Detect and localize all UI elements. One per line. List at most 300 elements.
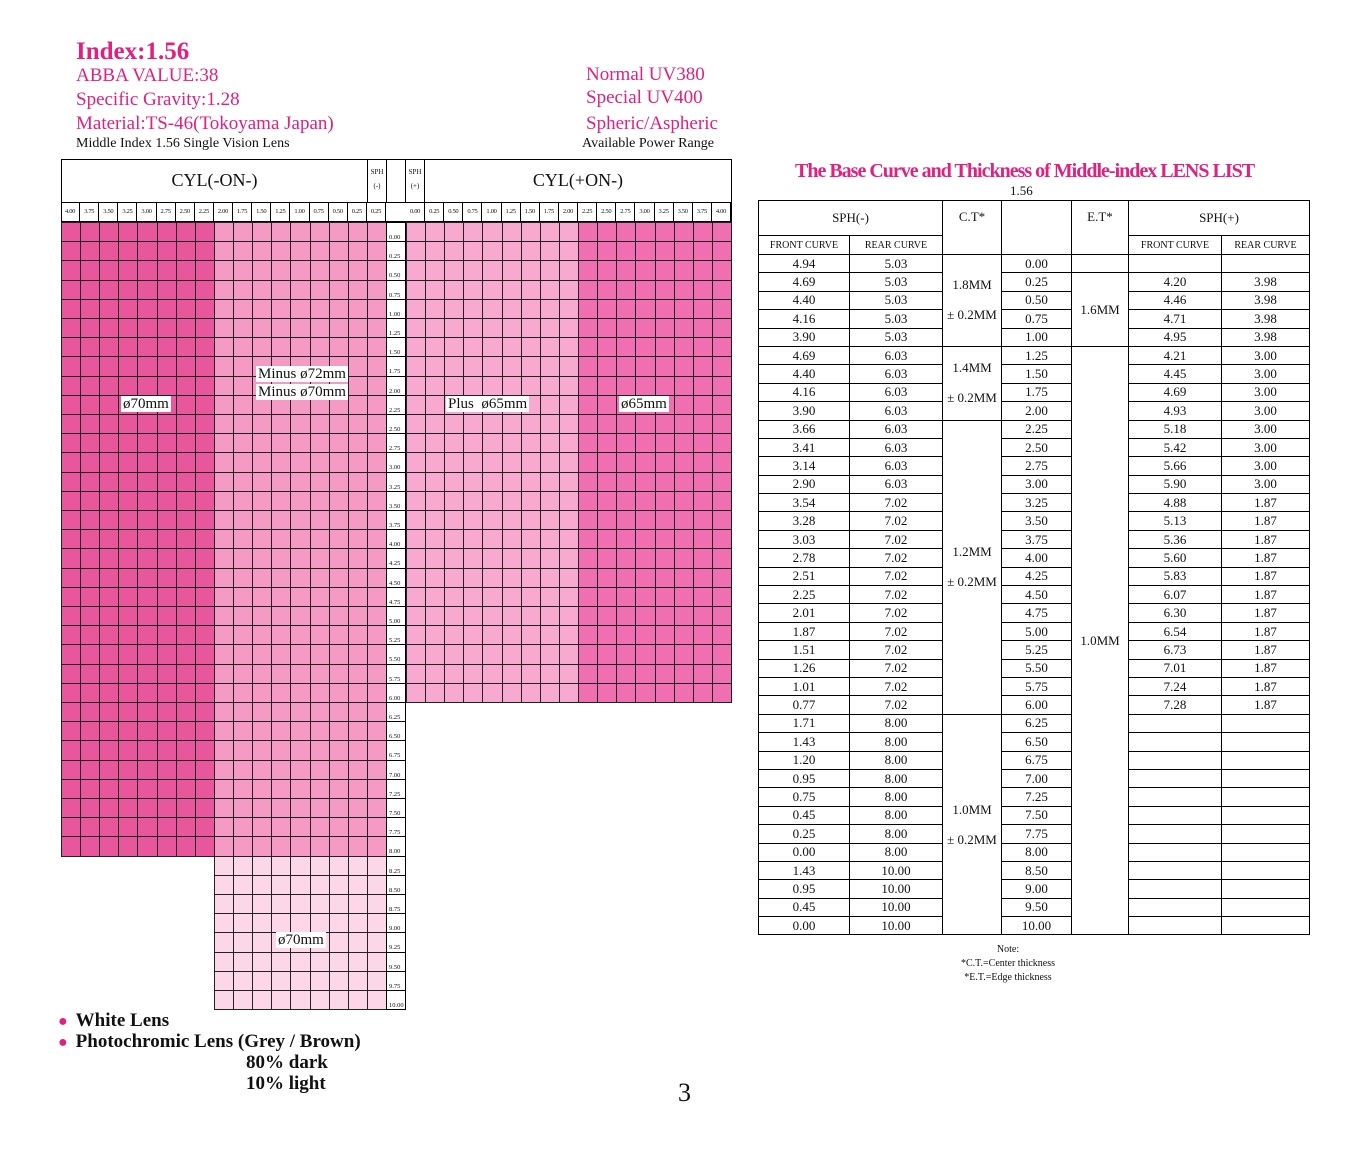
grid-cell-plus bbox=[482, 299, 502, 319]
grid-cell-minus bbox=[157, 241, 177, 261]
grid-cell-plus bbox=[406, 683, 426, 703]
plus-front-curve: 4.93 bbox=[1129, 402, 1222, 420]
grid-cell-minus bbox=[233, 856, 253, 876]
sph-value-label: 1.75 bbox=[386, 356, 406, 376]
plus-front-curve: 4.71 bbox=[1129, 310, 1222, 328]
grid-cell-minus bbox=[61, 644, 81, 664]
grid-cell-minus bbox=[329, 222, 349, 242]
minus-front-curve: 4.16 bbox=[759, 310, 850, 328]
plus-rear-curve: 1.87 bbox=[1222, 659, 1310, 677]
minus-front-curve-heading: FRONT CURVE bbox=[759, 236, 850, 255]
grid-cell-minus bbox=[214, 702, 234, 722]
grid-cell-plus bbox=[540, 548, 560, 568]
sph-gap-header bbox=[386, 159, 406, 203]
legend-dark: 80% dark bbox=[246, 1052, 328, 1073]
plus-front-curve: 4.88 bbox=[1129, 494, 1222, 512]
grid-cell-minus bbox=[329, 932, 349, 952]
grid-cell-plus bbox=[597, 395, 617, 415]
grid-cell-plus bbox=[712, 376, 732, 396]
plus-front-curve bbox=[1129, 880, 1222, 898]
grid-cell-minus bbox=[367, 510, 387, 530]
grid-cell-plus bbox=[521, 260, 541, 280]
grid-cell-minus bbox=[367, 299, 387, 319]
grid-cell-plus bbox=[559, 625, 579, 645]
sph-value-label: 2.50 bbox=[386, 414, 406, 434]
sph-value: 5.75 bbox=[1002, 677, 1072, 695]
grid-cell-minus bbox=[99, 836, 119, 856]
minus-rear-curve: 8.00 bbox=[850, 788, 943, 806]
minus-rear-curve: 7.02 bbox=[850, 549, 943, 567]
grid-cell-minus bbox=[290, 510, 310, 530]
grid-cell-minus bbox=[118, 414, 138, 434]
grid-cell-minus bbox=[271, 760, 291, 780]
grid-cell-minus bbox=[80, 760, 100, 780]
grid-cell-plus bbox=[425, 568, 445, 588]
grid-cell-minus bbox=[310, 740, 330, 760]
grid-cell-minus bbox=[348, 414, 368, 434]
grid-cell-minus bbox=[118, 510, 138, 530]
grid-cell-plus bbox=[463, 452, 483, 472]
minus-front-curve: 4.69 bbox=[759, 273, 850, 291]
grid-cell-plus bbox=[693, 376, 713, 396]
sph-value-label: 2.00 bbox=[386, 376, 406, 396]
grid-cell-plus bbox=[406, 568, 426, 588]
grid-cell-plus bbox=[559, 318, 579, 338]
grid-cell-minus bbox=[329, 510, 349, 530]
minus-rear-curve: 8.00 bbox=[850, 751, 943, 769]
minus-rear-curve: 8.00 bbox=[850, 806, 943, 824]
grid-cell-plus bbox=[635, 299, 655, 319]
grid-cell-minus bbox=[329, 760, 349, 780]
grid-cell-minus bbox=[367, 241, 387, 261]
grid-cell-plus bbox=[674, 683, 694, 703]
grid-cell-minus bbox=[214, 798, 234, 818]
page-number: 3 bbox=[678, 1078, 691, 1107]
grid-cell-plus bbox=[578, 683, 598, 703]
grid-cell-minus bbox=[348, 510, 368, 530]
grid-cell-minus bbox=[233, 433, 253, 453]
grid-cell-minus bbox=[118, 683, 138, 703]
grid-cell-plus bbox=[559, 510, 579, 530]
plus-front-curve: 5.66 bbox=[1129, 457, 1222, 475]
grid-cell-minus bbox=[118, 568, 138, 588]
sph-value-label: 9.00 bbox=[386, 913, 406, 933]
grid-cell-minus bbox=[195, 529, 215, 549]
grid-cell-plus bbox=[444, 356, 464, 376]
grid-cell-minus bbox=[233, 971, 253, 991]
grid-cell-minus bbox=[310, 952, 330, 972]
grid-cell-minus bbox=[137, 414, 157, 434]
grid-cell-minus bbox=[195, 568, 215, 588]
grid-cell-minus bbox=[310, 433, 330, 453]
grid-cell-minus bbox=[271, 644, 291, 664]
minus-rear-curve: 6.03 bbox=[850, 402, 943, 420]
label-bottom-70: ø70mm bbox=[278, 932, 324, 948]
grid-cell-minus bbox=[290, 606, 310, 626]
grid-cell-plus bbox=[425, 222, 445, 242]
minus-rear-curve: 7.02 bbox=[850, 604, 943, 622]
grid-cell-plus bbox=[502, 664, 522, 684]
grid-cell-plus bbox=[444, 510, 464, 530]
grid-cell-plus bbox=[482, 644, 502, 664]
grid-cell-minus bbox=[310, 529, 330, 549]
sph-value: 5.00 bbox=[1002, 622, 1072, 640]
plus-front-curve: 5.42 bbox=[1129, 438, 1222, 456]
grid-cell-minus bbox=[214, 433, 234, 453]
grid-cell-minus bbox=[157, 433, 177, 453]
sph-value: 2.25 bbox=[1002, 420, 1072, 438]
grid-cell-minus bbox=[118, 606, 138, 626]
grid-cell-plus bbox=[616, 260, 636, 280]
grid-cell-plus bbox=[635, 510, 655, 530]
minus-rear-curve: 6.03 bbox=[850, 438, 943, 456]
cyl-plus-tick: 1.50 bbox=[521, 203, 540, 221]
grid-cell-minus bbox=[271, 510, 291, 530]
grid-cell-plus bbox=[712, 260, 732, 280]
minus-front-curve: 0.75 bbox=[759, 788, 850, 806]
grid-cell-plus bbox=[406, 241, 426, 261]
grid-cell-plus bbox=[559, 241, 579, 261]
grid-cell-minus bbox=[233, 913, 253, 933]
minus-front-curve: 0.00 bbox=[759, 843, 850, 861]
minus-rear-curve: 8.00 bbox=[850, 714, 943, 732]
grid-cell-minus bbox=[157, 606, 177, 626]
note-et: *E.T.=Edge thickness bbox=[964, 972, 1052, 983]
uv-special: Special UV400 bbox=[586, 87, 703, 108]
cyl-plus-tick: 1.25 bbox=[502, 203, 521, 221]
grid-cell-plus bbox=[674, 548, 694, 568]
grid-cell-plus bbox=[635, 548, 655, 568]
grid-cell-minus bbox=[80, 280, 100, 300]
grid-cell-minus bbox=[233, 779, 253, 799]
grid-cell-minus bbox=[271, 836, 291, 856]
grid-cell-minus bbox=[137, 721, 157, 741]
grid-cell-minus bbox=[252, 548, 272, 568]
grid-cell-plus bbox=[693, 356, 713, 376]
grid-cell-plus bbox=[578, 587, 598, 607]
minus-rear-curve: 10.00 bbox=[850, 880, 943, 898]
table-row bbox=[759, 530, 1310, 548]
grid-cell-minus bbox=[310, 241, 330, 261]
grid-cell-plus bbox=[597, 356, 617, 376]
sph-value-label: 7.75 bbox=[386, 817, 406, 837]
grid-cell-minus bbox=[80, 702, 100, 722]
grid-cell-minus bbox=[195, 779, 215, 799]
plus-rear-curve: 1.87 bbox=[1222, 530, 1310, 548]
grid-cell-minus bbox=[99, 510, 119, 530]
grid-cell-plus bbox=[463, 548, 483, 568]
grid-cell-plus bbox=[521, 683, 541, 703]
grid-cell-plus bbox=[502, 472, 522, 492]
grid-cell-minus bbox=[348, 318, 368, 338]
grid-cell-minus bbox=[80, 740, 100, 760]
grid-cell-plus bbox=[482, 587, 502, 607]
grid-cell-minus bbox=[61, 760, 81, 780]
grid-cell-minus bbox=[233, 241, 253, 261]
minus-rear-curve: 6.03 bbox=[850, 420, 943, 438]
grid-cell-plus bbox=[693, 337, 713, 357]
grid-cell-plus bbox=[425, 644, 445, 664]
specific-gravity: Specific Gravity:1.28 bbox=[76, 89, 240, 110]
grid-cell-minus bbox=[176, 548, 196, 568]
sph-value: 4.75 bbox=[1002, 604, 1072, 622]
grid-cell-plus bbox=[540, 414, 560, 434]
grid-cell-minus bbox=[329, 337, 349, 357]
grid-cell-plus bbox=[521, 491, 541, 511]
grid-cell-minus bbox=[348, 280, 368, 300]
minus-front-curve: 1.01 bbox=[759, 677, 850, 695]
grid-cell-plus bbox=[559, 280, 579, 300]
grid-cell-minus bbox=[118, 702, 138, 722]
grid-cell-minus bbox=[157, 299, 177, 319]
minus-rear-curve: 7.02 bbox=[850, 567, 943, 585]
grid-cell-minus bbox=[137, 510, 157, 530]
grid-cell-plus bbox=[444, 280, 464, 300]
minus-front-curve: 0.45 bbox=[759, 898, 850, 916]
minus-front-curve: 1.20 bbox=[759, 751, 850, 769]
grid-cell-plus bbox=[482, 510, 502, 530]
cyl-plus-tick: 2.75 bbox=[616, 203, 635, 221]
grid-cell-minus bbox=[367, 913, 387, 933]
plus-rear-curve: 3.00 bbox=[1222, 420, 1310, 438]
grid-cell-plus bbox=[463, 222, 483, 242]
grid-cell-minus bbox=[195, 683, 215, 703]
grid-cell-minus bbox=[290, 971, 310, 991]
grid-cell-plus bbox=[635, 222, 655, 242]
grid-cell-minus bbox=[195, 491, 215, 511]
sph-value-label: 7.25 bbox=[386, 779, 406, 799]
grid-cell-minus bbox=[233, 683, 253, 703]
grid-cell-plus bbox=[655, 414, 675, 434]
grid-cell-minus bbox=[157, 721, 177, 741]
table-row bbox=[759, 659, 1310, 677]
grid-cell-minus bbox=[367, 280, 387, 300]
grid-cell-plus bbox=[712, 529, 732, 549]
grid-cell-minus bbox=[195, 337, 215, 357]
table-row bbox=[759, 843, 1310, 861]
cyl-plus-tick: 0.50 bbox=[444, 203, 463, 221]
grid-cell-plus bbox=[616, 548, 636, 568]
grid-cell-plus bbox=[712, 548, 732, 568]
grid-cell-minus bbox=[233, 376, 253, 396]
plus-front-curve: 6.07 bbox=[1129, 586, 1222, 604]
center-thickness: 1.8MM ± 0.2MM bbox=[943, 255, 1002, 347]
grid-cell-minus bbox=[61, 472, 81, 492]
plus-rear-curve: 3.00 bbox=[1222, 383, 1310, 401]
grid-cell-minus bbox=[310, 587, 330, 607]
legend-photo-text: Photochromic Lens (Grey / Brown) bbox=[75, 1031, 361, 1052]
grid-cell-plus bbox=[655, 510, 675, 530]
cyl-plus-header bbox=[424, 159, 732, 203]
grid-cell-minus bbox=[233, 587, 253, 607]
grid-cell-minus bbox=[310, 798, 330, 818]
grid-cell-plus bbox=[655, 260, 675, 280]
grid-cell-plus bbox=[502, 683, 522, 703]
grid-cell-minus bbox=[99, 625, 119, 645]
grid-cell-minus bbox=[176, 529, 196, 549]
grid-cell-plus bbox=[540, 318, 560, 338]
grid-cell-plus bbox=[693, 452, 713, 472]
grid-cell-minus bbox=[99, 664, 119, 684]
minus-front-curve: 1.43 bbox=[759, 861, 850, 879]
plus-rear-curve: 1.87 bbox=[1222, 641, 1310, 659]
minus-rear-curve: 10.00 bbox=[850, 917, 943, 935]
grid-cell-plus bbox=[635, 644, 655, 664]
grid-cell-minus bbox=[290, 472, 310, 492]
grid-cell-plus bbox=[425, 356, 445, 376]
grid-cell-plus bbox=[406, 433, 426, 453]
grid-cell-minus bbox=[99, 376, 119, 396]
grid-cell-plus bbox=[482, 548, 502, 568]
grid-cell-minus bbox=[61, 548, 81, 568]
grid-cell-plus bbox=[444, 683, 464, 703]
table-row bbox=[759, 806, 1310, 824]
grid-cell-minus bbox=[271, 990, 291, 1010]
sph-plus-header bbox=[405, 159, 425, 203]
grid-cell-minus bbox=[310, 664, 330, 684]
sph-value-label: 4.25 bbox=[386, 548, 406, 568]
grid-cell-plus bbox=[674, 529, 694, 549]
grid-cell-plus bbox=[635, 587, 655, 607]
grid-cell-minus bbox=[176, 836, 196, 856]
minus-rear-curve: 5.03 bbox=[850, 291, 943, 309]
grid-cell-minus bbox=[61, 625, 81, 645]
grid-cell-plus bbox=[712, 299, 732, 319]
grid-cell-plus bbox=[482, 260, 502, 280]
grid-cell-plus bbox=[693, 395, 713, 415]
table-row bbox=[759, 402, 1310, 420]
grid-cell-minus bbox=[157, 836, 177, 856]
grid-cell-minus bbox=[176, 414, 196, 434]
grid-cell-minus bbox=[176, 299, 196, 319]
grid-cell-minus bbox=[252, 529, 272, 549]
grid-cell-minus bbox=[137, 817, 157, 837]
grid-cell-plus bbox=[444, 241, 464, 261]
grid-cell-plus bbox=[635, 452, 655, 472]
plus-front-curve bbox=[1129, 751, 1222, 769]
plus-rear-curve: 1.87 bbox=[1222, 567, 1310, 585]
grid-cell-plus bbox=[559, 664, 579, 684]
grid-cell-minus bbox=[176, 740, 196, 760]
grid-cell-minus bbox=[99, 644, 119, 664]
minus-front-curve: 4.40 bbox=[759, 291, 850, 309]
cyl-minus-tick: 2.75 bbox=[157, 203, 176, 221]
grid-cell-plus bbox=[674, 280, 694, 300]
grid-cell-plus bbox=[444, 606, 464, 626]
grid-cell-plus bbox=[425, 683, 445, 703]
grid-cell-plus bbox=[655, 376, 675, 396]
grid-cell-plus bbox=[674, 452, 694, 472]
minus-front-curve: 1.87 bbox=[759, 622, 850, 640]
table-row bbox=[759, 512, 1310, 530]
table-row bbox=[759, 328, 1310, 346]
grid-cell-plus bbox=[521, 587, 541, 607]
grid-cell-plus bbox=[655, 664, 675, 684]
grid-cell-plus bbox=[425, 299, 445, 319]
grid-cell-minus bbox=[329, 990, 349, 1010]
grid-cell-minus bbox=[348, 260, 368, 280]
grid-cell-plus bbox=[578, 299, 598, 319]
grid-cell-plus bbox=[559, 568, 579, 588]
plus-front-curve: 7.28 bbox=[1129, 696, 1222, 714]
grid-cell-minus bbox=[329, 625, 349, 645]
grid-cell-plus bbox=[674, 414, 694, 434]
grid-cell-plus bbox=[559, 491, 579, 511]
grid-cell-plus bbox=[482, 568, 502, 588]
grid-cell-plus bbox=[502, 414, 522, 434]
grid-cell-minus bbox=[157, 760, 177, 780]
grid-cell-minus bbox=[176, 568, 196, 588]
grid-cell-plus bbox=[712, 222, 732, 242]
spheric-aspheric: Spheric/Aspheric bbox=[586, 113, 718, 134]
sph-value-label: 4.75 bbox=[386, 587, 406, 607]
grid-cell-minus bbox=[310, 836, 330, 856]
grid-cell-plus bbox=[597, 548, 617, 568]
grid-cell-plus bbox=[559, 337, 579, 357]
grid-cell-minus bbox=[61, 356, 81, 376]
grid-cell-plus bbox=[406, 625, 426, 645]
grid-cell-plus bbox=[635, 260, 655, 280]
grid-cell-minus bbox=[137, 299, 157, 319]
table-row bbox=[759, 622, 1310, 640]
grid-cell-minus bbox=[329, 491, 349, 511]
grid-cell-plus bbox=[406, 606, 426, 626]
grid-cell-minus bbox=[290, 740, 310, 760]
minus-rear-curve: 6.03 bbox=[850, 383, 943, 401]
grid-cell-minus bbox=[290, 836, 310, 856]
grid-cell-minus bbox=[290, 856, 310, 876]
minus-front-curve: 3.03 bbox=[759, 530, 850, 548]
plus-rear-curve bbox=[1222, 843, 1310, 861]
grid-cell-minus bbox=[99, 395, 119, 415]
minus-rear-curve: 6.03 bbox=[850, 365, 943, 383]
grid-cell-plus bbox=[502, 433, 522, 453]
grid-cell-plus bbox=[578, 337, 598, 357]
grid-cell-minus bbox=[176, 606, 196, 626]
grid-cell-minus bbox=[252, 760, 272, 780]
grid-cell-minus bbox=[80, 779, 100, 799]
grid-cell-minus bbox=[195, 702, 215, 722]
grid-cell-minus bbox=[176, 779, 196, 799]
plus-rear-curve: 3.98 bbox=[1222, 273, 1310, 291]
table-row bbox=[759, 751, 1310, 769]
grid-cell-plus bbox=[540, 606, 560, 626]
sph-value-label: 2.25 bbox=[386, 395, 406, 415]
minus-rear-curve: 5.03 bbox=[850, 273, 943, 291]
plus-front-curve bbox=[1129, 861, 1222, 879]
grid-cell-plus bbox=[674, 587, 694, 607]
grid-cell-plus bbox=[463, 376, 483, 396]
grid-cell-minus bbox=[214, 721, 234, 741]
minus-rear-curve: 10.00 bbox=[850, 898, 943, 916]
grid-cell-minus bbox=[367, 817, 387, 837]
grid-cell-minus bbox=[214, 836, 234, 856]
grid-cell-minus bbox=[233, 472, 253, 492]
grid-cell-minus bbox=[214, 760, 234, 780]
grid-cell-minus bbox=[157, 568, 177, 588]
minus-front-curve: 0.45 bbox=[759, 806, 850, 824]
grid-cell-minus bbox=[290, 433, 310, 453]
grid-cell-plus bbox=[502, 260, 522, 280]
grid-cell-minus bbox=[290, 529, 310, 549]
grid-cell-minus bbox=[61, 702, 81, 722]
grid-cell-minus bbox=[233, 625, 253, 645]
abba-value: ABBA VALUE:38 bbox=[76, 65, 219, 86]
grid-cell-plus bbox=[425, 337, 445, 357]
grid-cell-minus bbox=[80, 222, 100, 242]
grid-cell-minus bbox=[118, 644, 138, 664]
minus-front-curve: 0.00 bbox=[759, 917, 850, 935]
